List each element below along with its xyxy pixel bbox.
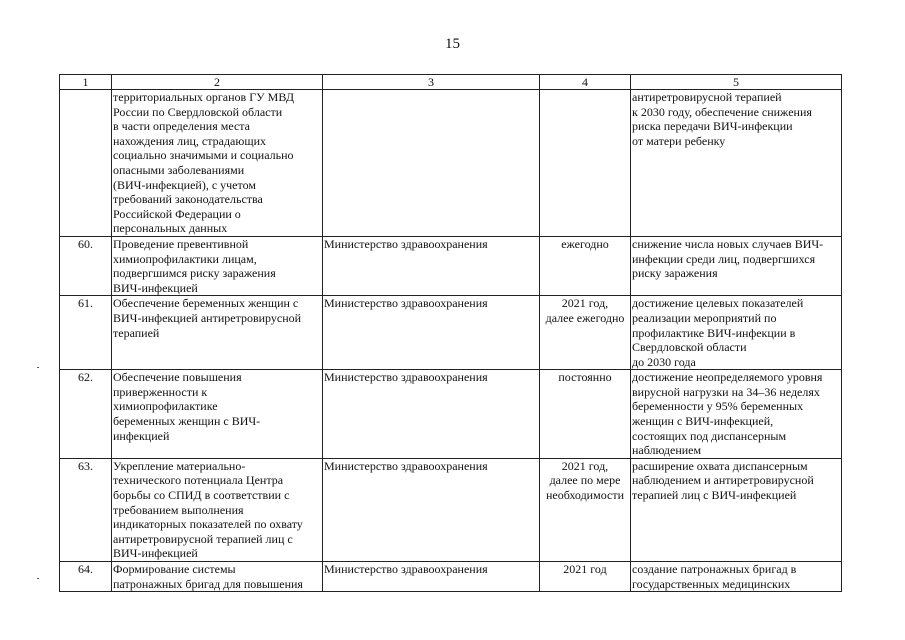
- column-header: 1: [60, 75, 112, 90]
- executor-cell: Министерство здравоохранения: [323, 236, 540, 295]
- executor-cell: [323, 90, 540, 237]
- term-cell: [540, 90, 631, 237]
- executor-cell: Министерство здравоохранения: [323, 296, 540, 370]
- table-row: [60, 562, 842, 592]
- column-header: 2: [112, 75, 323, 90]
- action-cell: Укрепление материально- технического потенциала Центра борьбы со СПИД в соответствии с требованием выполнения индикаторных показателей по охвату антиретровирусной терапией лиц с ВИЧ-инфекцией: [112, 458, 323, 561]
- column-header: 4: [540, 75, 631, 90]
- scan-speck: [37, 578, 39, 579]
- row-number: 61.: [60, 296, 112, 370]
- table-row: [60, 90, 842, 237]
- result-cell: снижение числа новых случаев ВИЧ- инфекции среди лиц, подвергшихся риску заражения: [631, 236, 842, 295]
- table-row: [60, 370, 842, 459]
- term-cell: постоянно: [540, 370, 631, 459]
- table-header-row: [60, 75, 842, 90]
- action-cell: территориальных органов ГУ МВД России по Свердловской области в части определения места нахождения лиц, страдающих социально значимыми и социально опасными заболеваниями (ВИЧ-инфекцией), с учетом требований законодательства Российской Федерации о персональных данных: [112, 90, 323, 237]
- term-cell: 2021 год: [540, 562, 631, 592]
- term-cell: 2021 год, далее по мере необходимости: [540, 458, 631, 561]
- action-cell: Обеспечение повышения приверженности к химиопрофилактике беременных женщин с ВИЧ- инфекцией: [112, 370, 323, 459]
- row-number: 60.: [60, 236, 112, 295]
- result-cell: достижение неопределяемого уровня вирусной нагрузки на 34–36 неделях беременности у 95% беременных женщин с ВИЧ-инфекцией, состоящих под диспансерным наблюдением: [631, 370, 842, 459]
- result-cell: достижение целевых показателей реализации мероприятий по профилактике ВИЧ-инфекции в Свердловской области до 2030 года: [631, 296, 842, 370]
- result-cell: создание патронажных бригад в государственных медицинских: [631, 562, 842, 592]
- executor-cell: Министерство здравоохранения: [323, 562, 540, 592]
- action-cell: Формирование системы патронажных бригад для повышения: [112, 562, 323, 592]
- action-cell: Обеспечение беременных женщин с ВИЧ-инфекцией антиретровирусной терапией: [112, 296, 323, 370]
- row-number: [60, 90, 112, 237]
- term-cell: 2021 год, далее ежегодно: [540, 296, 631, 370]
- result-cell: антиретровирусной терапией к 2030 году, обеспечение снижения риска передачи ВИЧ-инфекции от матери ребенку: [631, 90, 842, 237]
- scan-speck: [37, 367, 39, 368]
- row-number: 63.: [60, 458, 112, 561]
- row-number: 64.: [60, 562, 112, 592]
- term-cell: ежегодно: [540, 236, 631, 295]
- table-row: [60, 236, 842, 295]
- row-number: 62.: [60, 370, 112, 459]
- executor-cell: Министерство здравоохранения: [323, 458, 540, 561]
- table-row: [60, 296, 842, 370]
- action-cell: Проведение превентивной химиопрофилактики лицам, подвергшимся риску заражения ВИЧ-инфекцией: [112, 236, 323, 295]
- result-cell: расширение охвата диспансерным наблюдением и антиретровирусной терапией лиц с ВИЧ-инфекцией: [631, 458, 842, 561]
- column-header: 5: [631, 75, 842, 90]
- column-header: 3: [323, 75, 540, 90]
- page-number: 15: [445, 36, 460, 52]
- measures-table: [59, 74, 842, 592]
- table-row: [60, 458, 842, 561]
- executor-cell: Министерство здравоохранения: [323, 370, 540, 459]
